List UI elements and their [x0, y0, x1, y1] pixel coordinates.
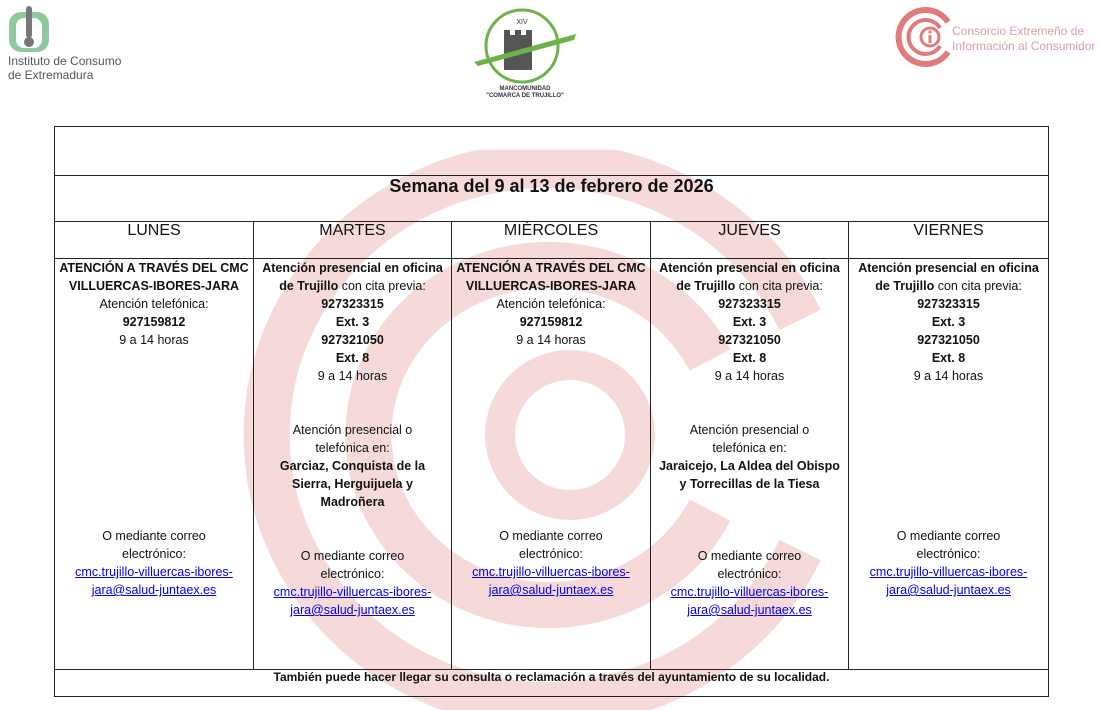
consorcio-line2: Información al Consumidor: [952, 39, 1096, 53]
phone-label: Atención telefónica:: [496, 297, 606, 311]
extension-2: Ext. 8: [931, 351, 966, 365]
email-line1: O mediante correo: [896, 529, 1001, 543]
consorcio-line1: Consorcio Extremeño de: [952, 24, 1085, 38]
email-link[interactable]: [254, 583, 451, 619]
footer-row: [55, 670, 1049, 697]
email-addr1[interactable]: cmc.trujillo-villuercas-ibores-: [75, 565, 233, 579]
oficina-place: de Trujillo: [875, 279, 935, 293]
hours: 9 a 14 horas: [119, 333, 189, 347]
mancomunidad-line2: "COMARCA DE TRUJILLO": [486, 93, 564, 99]
day-header-lunes: LUNES: [55, 222, 254, 259]
days-header-row: [55, 222, 1049, 259]
email-link[interactable]: [849, 563, 1048, 599]
email-addr1[interactable]: cmc.trujillo-villuercas-ibores-: [869, 565, 1028, 579]
places-line1: Garciaz, Conquista de la: [279, 459, 426, 473]
mancomunidad-numeral: XIV: [516, 19, 528, 26]
email-line1: O mediante correo: [697, 549, 802, 563]
oficina-cita: con cita previa:: [338, 279, 426, 293]
footer-note: También puede hacer llegar su consulta o reclamación a través del ayuntamiento de su localidad.: [55, 670, 1049, 697]
cmc-line1: ATENCIÓN A TRAVÉS DEL CMC: [456, 261, 646, 275]
table-title: MANCOMUNIDAD COMARCA DE TRUJILLO: [55, 127, 1049, 176]
email-line2: electrónico:: [122, 547, 186, 561]
hours: 9 a 14 horas: [516, 333, 586, 347]
email-addr2[interactable]: jara@salud-juntaex.es: [687, 603, 812, 617]
consorcio-c-icon: [894, 6, 956, 68]
mancomunidad-logo: [470, 4, 580, 104]
title-row: [55, 127, 1049, 176]
email-line2: electrónico:: [717, 567, 782, 581]
cmc-line2: VILLUERCAS-IBORES-JARA: [465, 279, 637, 293]
email-line1: O mediante correo: [102, 529, 206, 543]
email-line2: electrónico:: [916, 547, 981, 561]
phone-number-2: 927321050: [321, 333, 384, 347]
oficina-line1: Atención presencial en oficina: [262, 261, 443, 275]
email-line1: O mediante correo: [300, 549, 405, 563]
day-header-viernes: VIERNES: [849, 222, 1049, 259]
email-line2: electrónico:: [320, 567, 385, 581]
email-link[interactable]: [452, 563, 650, 599]
cell-lunes: [55, 259, 254, 670]
ice-logo-icon: [6, 2, 56, 54]
extension-2: Ext. 8: [335, 351, 370, 365]
mancomunidad-line1: MANCOMUNIDAD: [499, 86, 551, 92]
email-link[interactable]: [651, 583, 848, 619]
oficina-line1: Atención presencial en oficina: [659, 261, 840, 275]
oficina-cita: con cita previa:: [735, 279, 823, 293]
phone-number-1: 927323315: [718, 297, 781, 311]
schedule-table: [54, 126, 1049, 697]
cell-miercoles: [452, 259, 651, 670]
consorcio-logo: [894, 6, 1100, 70]
oficina-cita: con cita previa:: [934, 279, 1022, 293]
extra-line2: telefónica en:: [315, 441, 390, 455]
places-line3: Madroñera: [320, 495, 385, 509]
extension-1: Ext. 3: [931, 315, 966, 329]
email-addr2[interactable]: jara@salud-juntaex.es: [886, 583, 1011, 597]
week-row: [55, 176, 1049, 222]
oficina-place: de Trujillo: [279, 279, 339, 293]
phone-number-2: 927321050: [917, 333, 980, 347]
oficina-line1: Atención presencial en oficina: [858, 261, 1039, 275]
email-line1: O mediante correo: [499, 529, 603, 543]
cell-viernes: [849, 259, 1049, 670]
phone-number: 927159812: [519, 315, 583, 329]
email-addr1[interactable]: cmc.trujillo-villuercas-ibores-: [670, 585, 829, 599]
instituto-consumo-logo: [6, 2, 166, 82]
mancomunidad-castle-icon: [470, 4, 580, 86]
hours: 9 a 14 horas: [317, 369, 388, 383]
day-header-jueves: JUEVES: [651, 222, 849, 259]
cmc-line2: VILLUERCAS-IBORES-JARA: [68, 279, 240, 293]
phone-number-1: 927323315: [917, 297, 980, 311]
extension-2: Ext. 8: [732, 351, 767, 365]
extra-line1: Atención presencial o: [689, 423, 810, 437]
hours: 9 a 14 horas: [714, 369, 785, 383]
places-line2: Sierra, Herguijuela y: [292, 477, 413, 491]
extra-line2: telefónica en:: [712, 441, 787, 455]
places-line1: Jaraicejo, La Aldea del Obispo: [659, 459, 840, 473]
cmc-line1: ATENCIÓN A TRAVÉS DEL CMC: [59, 261, 249, 275]
phone-number: 927159812: [122, 315, 186, 329]
email-link[interactable]: [55, 563, 253, 599]
phone-label: Atención telefónica:: [99, 297, 209, 311]
extension-1: Ext. 3: [732, 315, 767, 329]
oficina-place: de Trujillo: [676, 279, 736, 293]
cell-martes: [254, 259, 452, 670]
email-addr1[interactable]: cmc.trujillo-villuercas-ibores-: [472, 565, 630, 579]
day-header-miercoles: MIÉRCOLES: [452, 222, 651, 259]
week-heading: Semana del 9 al 13 de febrero de 2026: [55, 176, 1049, 222]
email-addr2[interactable]: jara@salud-juntaex.es: [91, 583, 217, 597]
hours: 9 a 14 horas: [913, 369, 984, 383]
email-addr2[interactable]: jara@salud-juntaex.es: [488, 583, 614, 597]
cell-jueves: [651, 259, 849, 670]
phone-number-1: 927323315: [321, 297, 384, 311]
email-addr2[interactable]: jara@salud-juntaex.es: [290, 603, 415, 617]
phone-number-2: 927321050: [718, 333, 781, 347]
places-line2: y Torrecillas de la Tiesa: [679, 477, 820, 491]
schedule-body-row: [55, 259, 1049, 670]
email-line2: electrónico:: [519, 547, 583, 561]
email-addr1[interactable]: cmc.trujillo-villuercas-ibores-: [273, 585, 432, 599]
instituto-name-line1: Instituto de Consumo: [8, 54, 122, 68]
instituto-name-line2: de Extremadura: [8, 68, 94, 82]
extra-line1: Atención presencial o: [292, 423, 413, 437]
day-header-martes: MARTES: [254, 222, 452, 259]
extension-1: Ext. 3: [335, 315, 370, 329]
